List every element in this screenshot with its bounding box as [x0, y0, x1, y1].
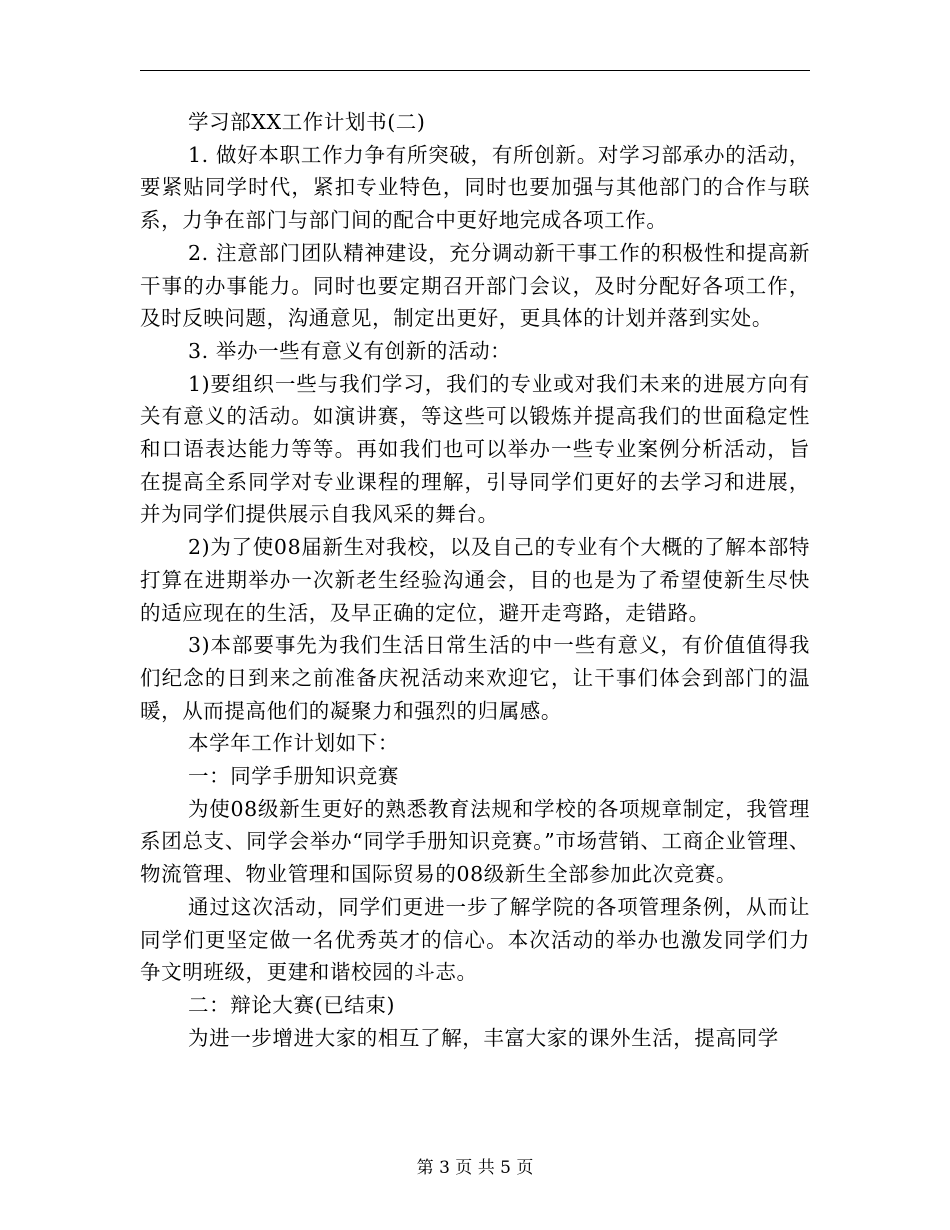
document-body: [140, 106, 810, 1054]
paragraph: 2. 注意部门团队精神建设，充分调动新干事工作的积极性和提高新干事的办事能力。同时也要定期召开部门会议，及时分配好各项工作，及时反映问题，沟通意见，制定出更好，更具体的计划并落到实处。: [140, 240, 810, 331]
section-heading: 一：同学手册知识竞赛: [188, 764, 399, 789]
document-title: 学习部XX工作计划书(二): [188, 110, 426, 134]
paragraph: 3)本部要事先为我们生活日常生活的中一些有意义，有价值值得我们纪念的日到来之前准备庆祝活动来欢迎它，让干事们体会到部门的温暖，从而提高他们的凝聚力和强烈的归属感。: [140, 633, 810, 723]
paragraph: 1)要组织一些与我们学习，我们的专业或对我们未来的进展方向有关有意义的活动。如演讲赛，等这些可以锻炼并提高我们的世面稳定性和口语表达能力等等。再如我们也可以举办一些专业案例分析活动，旨在提高全系同学对专业课程的理解，引导同学们更好的去学习和进展，并为同学们提供展示自我风采的舞台。: [140, 371, 810, 527]
section-heading: 二：辩论大赛(已结束): [188, 992, 396, 1017]
paragraph: 为使08级新生更好的熟悉教育法规和学校的各项规章制定，我管理系团总支、同学会举办“同学手册知识竞赛。”市场营销、工商企业管理、物流管理、物业管理和国际贸易的08级新生全部参加此次竞赛。: [140, 796, 810, 887]
paragraph: 3. 举办一些有意义有创新的活动：: [188, 338, 512, 363]
paragraph: 为进一步增进大家的相互了解，丰富大家的课外生活，提高同学: [188, 1025, 779, 1050]
paragraph: 通过这次活动，同学们更进一步了解学院的各项管理条例，从而让同学们更坚定做一名优秀英才的信心。本次活动的举办也激发同学们力争文明班级，更建和谐校园的斗志。: [140, 894, 810, 985]
section-heading: 本学年工作计划如下：: [188, 731, 399, 756]
header-rule: [140, 70, 810, 71]
paragraph: 1. 做好本职工作力争有所突破，有所创新。对学习部承办的活动，要紧贴同学时代，紧扣专业特色，同时也要加强与其他部门的合作与联系，力争在部门与部门间的配合中更好地完成各项工作。: [140, 142, 810, 233]
paragraph: 2)为了使08届新生对我校，以及自己的专业有个大概的了解本部特打算在进期举办一次新老生经验沟通会，目的也是为了希望使新生尽快的适应现在的生活，及早正确的定位，避开走弯路，走错路。: [140, 535, 810, 625]
page-number: 第 3 页 共 5 页: [416, 1158, 534, 1178]
